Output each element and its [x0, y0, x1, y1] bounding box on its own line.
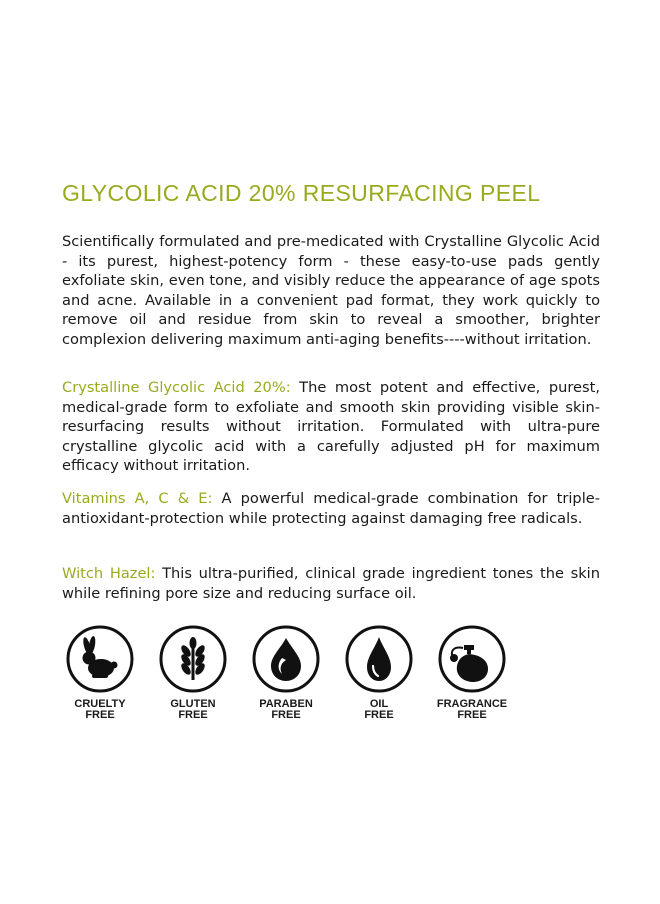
feature-heading: Witch Hazel:: [62, 565, 156, 582]
feature-vitamins: [62, 489, 600, 528]
badge-label-line1: GLUTEN: [170, 698, 216, 710]
flame-drop-icon: [251, 624, 321, 694]
intro-paragraph: Scientifically formulated and pre-medicated with Crystalline Glycolic Acid - its purest, highest-potency form - these easy-to-use pads gently exfoliate skin, even tone, and visibly reduce the appearance of age spots and acne. Available in a convenient pad format, they work quickly to remove oil and residue from skin to reveal a smoother, brighter complexion delivering maximum anti-aging benefits----without irritation.: [62, 233, 600, 348]
oil-drop-icon: [344, 624, 414, 694]
feature-text: This ultra-purified, clinical grade ingredient tones the skin while refining pore size and reducing surface oil.: [62, 565, 600, 602]
free-from-badges: [50, 624, 520, 734]
feature-text: The most potent and effective, purest, medical-grade form to exfoliate and smooth skin providing visible skin-resurfacing results without irritation. Formulated with ultra-pure crystalline glycolic acid with a carefully adjusted pH for maximum efficacy without irritation.: [62, 379, 600, 474]
feature-heading: Vitamins A, C & E:: [62, 490, 213, 507]
badge-label-line2: FREE: [178, 709, 208, 721]
badge-label-line2: FREE: [85, 709, 115, 721]
perfume-bottle-icon: [437, 624, 507, 694]
badge-label-line2: FREE: [364, 709, 394, 721]
badge-label-line1: PARABEN: [259, 698, 313, 710]
feature-witch-hazel: [62, 564, 600, 603]
badge-cruelty-free: [50, 624, 150, 721]
badge-oil-free: [329, 624, 429, 721]
badge-label-line1: CRUELTY: [74, 698, 126, 710]
wheat-icon: [158, 624, 228, 694]
rabbit-icon: [65, 624, 135, 694]
badge-gluten-free: [143, 624, 243, 721]
badge-paraben-free: [236, 624, 336, 721]
badge-label-line2: FREE: [271, 709, 301, 721]
feature-heading: Crystalline Glycolic Acid 20%:: [62, 379, 291, 396]
badge-label-line1: FRAGRANCE: [436, 698, 508, 710]
feature-glycolic-acid: [62, 378, 600, 476]
badge-label-line2: FREE: [457, 709, 487, 721]
badge-fragrance-free: [422, 624, 522, 721]
feature-text: A powerful medical-grade combination for triple-antioxidant-protection while protecting against damaging free radicals.: [62, 490, 600, 527]
badge-label-line1: OIL: [369, 698, 389, 710]
page-title: GLYCOLIC ACID 20% RESURFACING PEEL: [62, 180, 541, 206]
